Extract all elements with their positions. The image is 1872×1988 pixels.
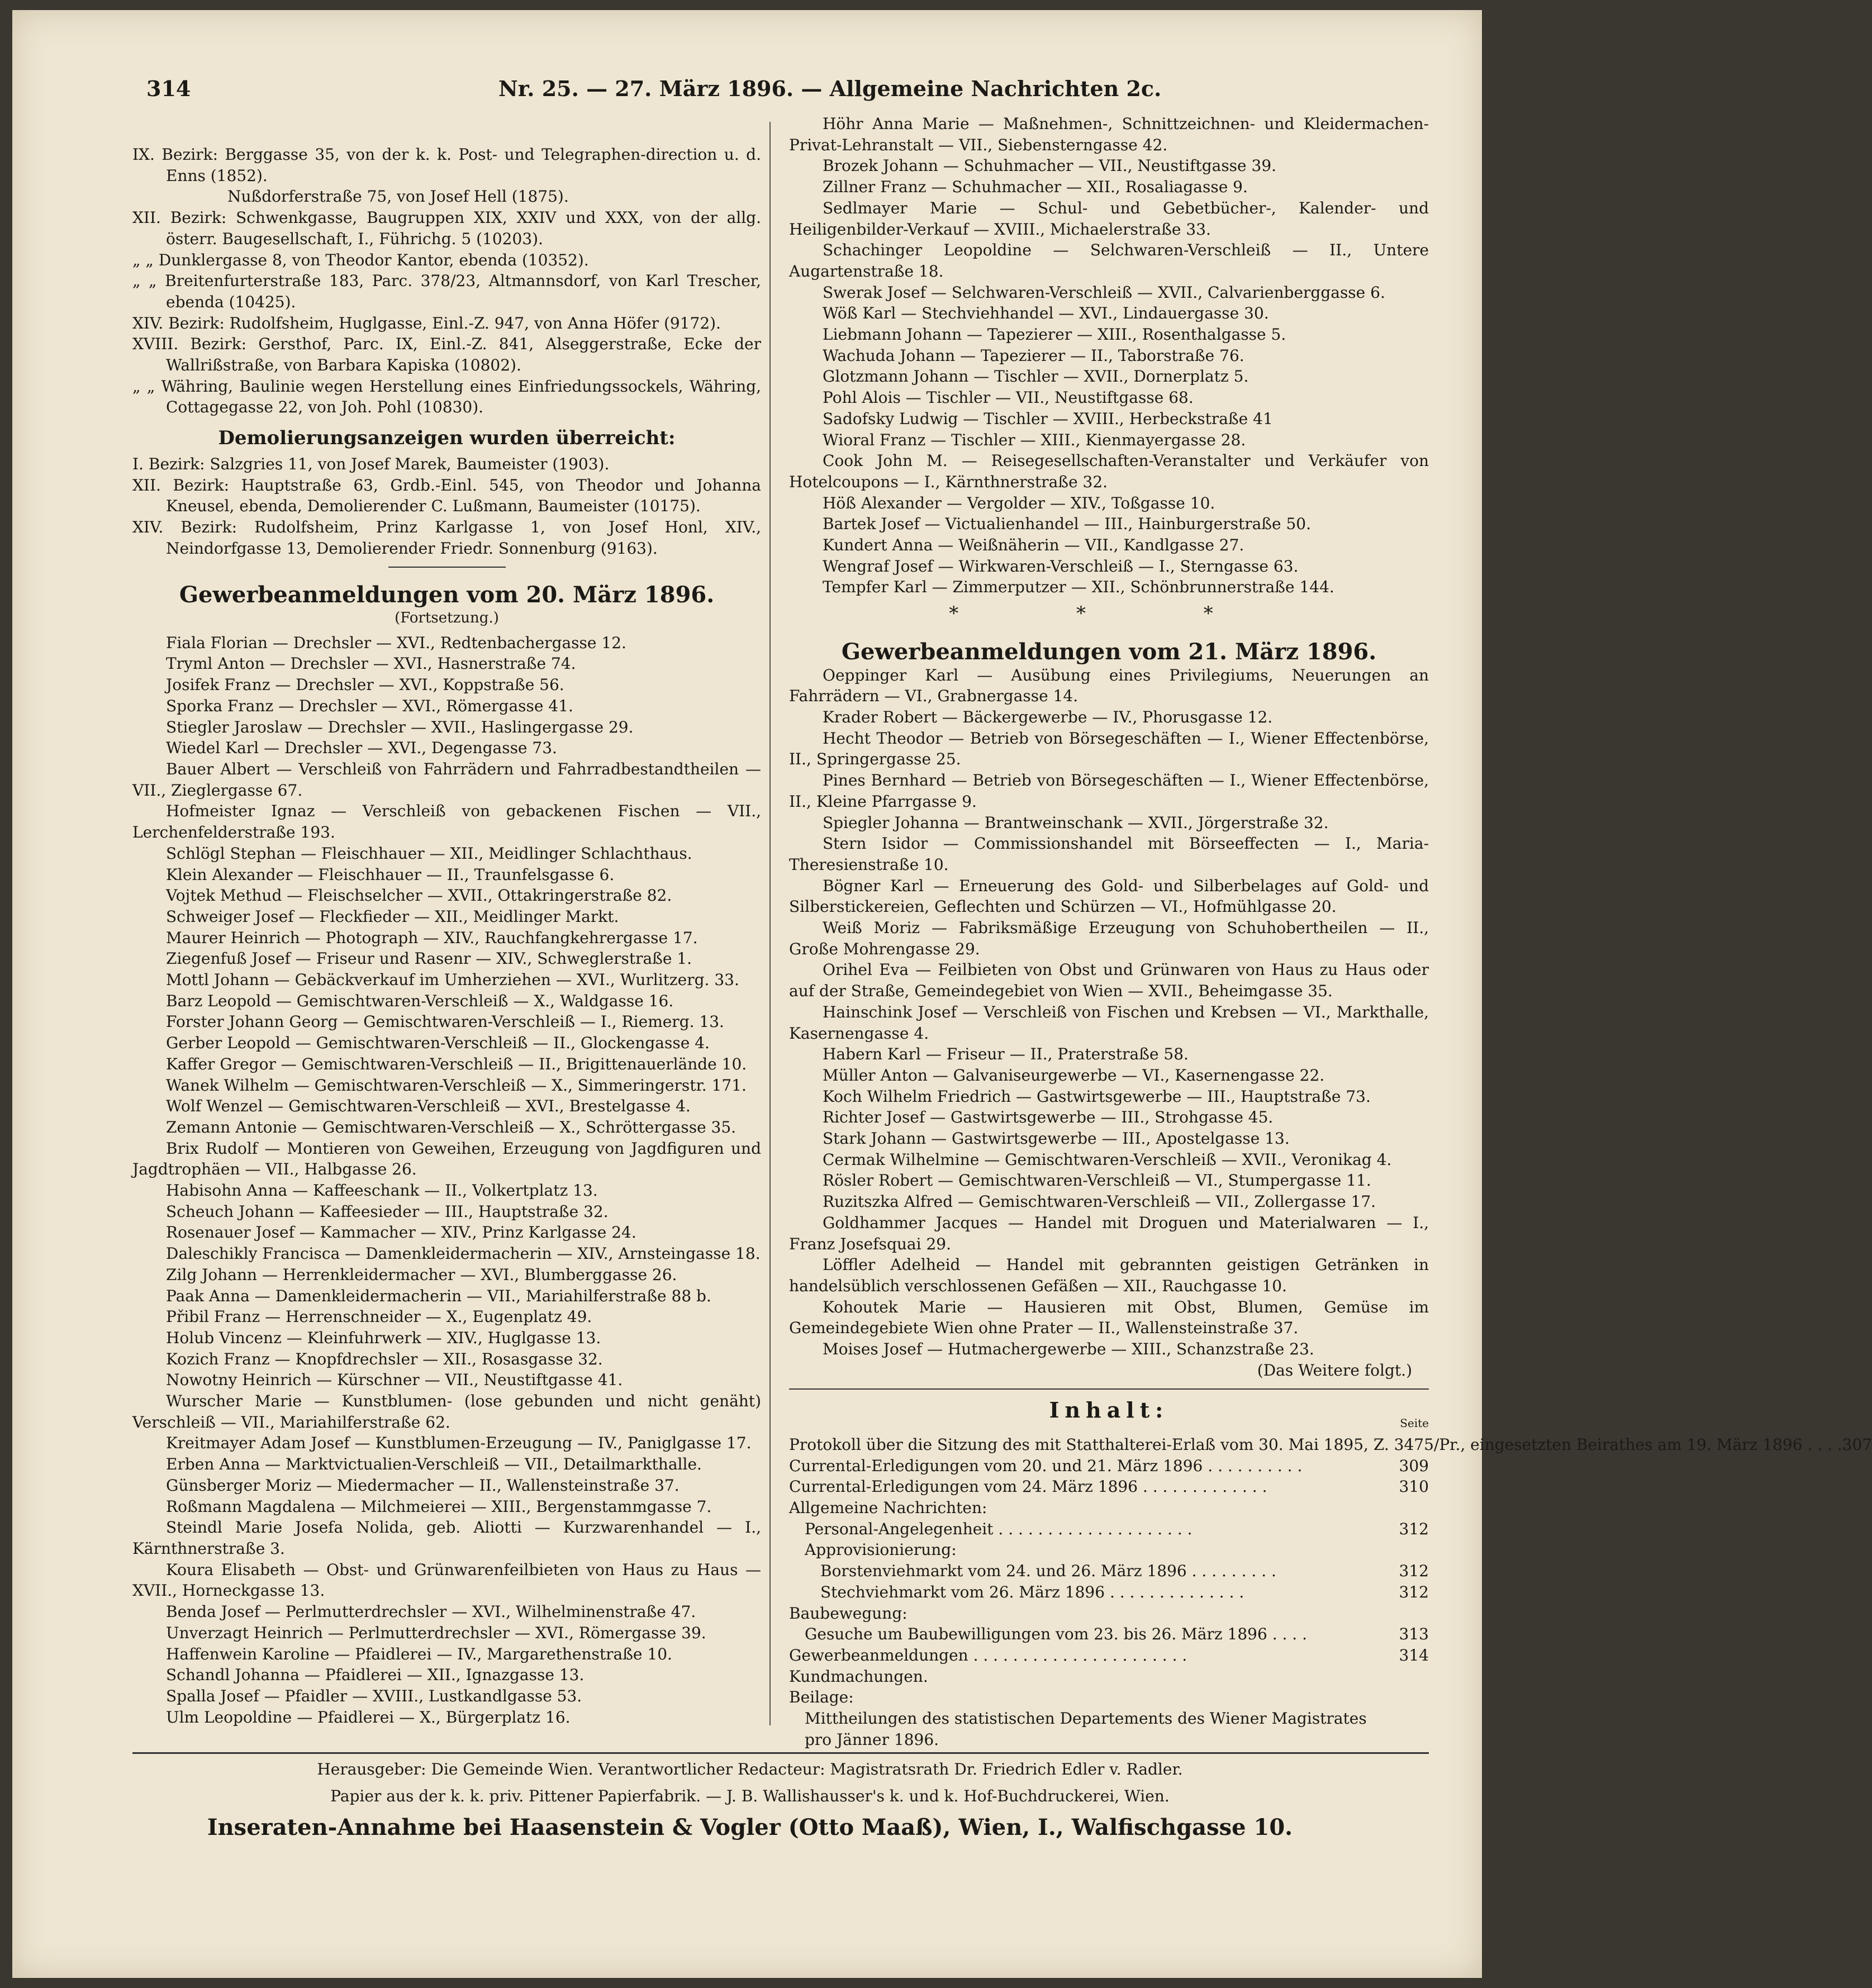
list-item: „ „ Währing, Baulinie wegen Herstellung eines Einfriedungssockels, Währing, Cottagegasse 22, von Joh. Pohl (10830). [132, 377, 761, 417]
table-of-contents [789, 1434, 1872, 1751]
list-item: Daleschikly Francisca — Damenkleidermacherin — XIV., Arnsteingasse 18. [166, 1244, 761, 1263]
list-item: Barz Leopold — Gemischtwaren-Verschleiß — X., Waldgasse 16. [166, 991, 674, 1010]
list-item: Erben Anna — Marktvictualien-Verschleiß — VII., Detailmarkthalle. [166, 1455, 702, 1474]
list-item: Höhr Anna Marie — Maßnehmen-, Schnittzeichnen- und Kleidermachen-Privat-Lehranstalt — VII., Siebensterngasse 42. [789, 115, 1429, 154]
list-item: Holub Vincenz — Kleinfuhrwerk — XIV., Huglgasse 13. [166, 1328, 601, 1347]
toc-row [789, 1497, 1429, 1519]
toc-rule [789, 1388, 1429, 1390]
toc-entry-page [1390, 1539, 1429, 1561]
list-item: Wioral Franz — Tischler — XIII., Kienmayergasse 28. [823, 430, 1246, 449]
list-item: Moises Josef — Hutmachergewerbe — XIII., Schanzstraße 23. [823, 1340, 1314, 1359]
toc-entry-text: Beilage: [789, 1688, 854, 1707]
list-item: Kundert Anna — Weißnäherin — VII., Kandlgasse 27. [823, 536, 1244, 555]
toc-entry-page [1390, 1497, 1429, 1519]
list-item: Schandl Johanna — Pfaidlerei — XII., Ignazgasse 13. [166, 1666, 585, 1685]
list-item: Kohoutek Marie — Hausieren mit Obst, Blumen, Gemüse im Gemeindegebiete Wien ohne Prater — II., Wallensteinstraße 37. [789, 1297, 1429, 1338]
list-item: Wöß Karl — Stechviehhandel — XVI., Lindauergasse 30. [823, 304, 1269, 323]
list-item: Kozich Franz — Knopfdrechsler — XII., Rosasgasse 32. [166, 1349, 603, 1368]
list-item: Rösler Robert — Gemischtwaren-Verschleiß — VI., Stumpergasse 11. [823, 1171, 1371, 1190]
list-item: Koch Wilhelm Friedrich — Gastwirtsgewerbe — III., Hauptstraße 73. [823, 1087, 1371, 1106]
toc-entry-page: 310 [1399, 1477, 1429, 1496]
list-item: Tempfer Karl — Zimmerputzer — XII., Schönbrunnerstraße 144. [823, 578, 1334, 597]
list-item: Bartek Josef — Victualienhandel — III., Hainburgerstraße 50. [823, 515, 1312, 534]
list-item: Zillner Franz — Schuhmacher — XII., Rosaliagasse 9. [823, 178, 1248, 197]
list-item: Schlögl Stephan — Fleischhauer — XII., Meidlinger Schlachthaus. [166, 844, 692, 863]
toc-entry-page: 314 [1399, 1645, 1429, 1664]
toc-entry-page [1390, 1603, 1429, 1624]
list-item: Vojtek Methud — Fleischselcher — XVII., Ottakringerstraße 82. [166, 886, 672, 905]
list-item: „ „ Breitenfurterstraße 183, Parc. 378/23, Altmannsdorf, von Karl Trescher, ebenda (10425). [132, 272, 761, 311]
page-footer [146, 1756, 1353, 1846]
list-item: Spiegler Johanna — Brantweinschank — XVII., Jörgerstraße 32. [823, 813, 1329, 832]
left-column [132, 144, 761, 1728]
toc-row [789, 1687, 1429, 1708]
list-item: XVIII. Bezirk: Gersthof, Parc. IX, Einl.-Z. 841, Alseggerstraße, Ecke der Wallrißstraße, von Barbara Kapiska (10802). [132, 335, 761, 375]
gewerbe-20-list [132, 632, 761, 1728]
toc-entry-text: Mittheilungen des statistischen Departements des Wiener Magistrates pro Jänner 1896. [805, 1709, 1367, 1749]
toc-entry-text: Stechviehmarkt vom 26. März 1896 . . . . . . . . . . . . . . [820, 1582, 1244, 1601]
toc-entry-text: Personal-Angelegenheit . . . . . . . . . . . . . . . . . . . . [805, 1519, 1192, 1538]
list-item: Hofmeister Ignaz — Verschleiß von gebackenen Fischen — VII., Lerchenfelderstraße 193. [132, 802, 761, 842]
list-item: Steindl Marie Josefa Nolida, geb. Aliotti — Kurzwarenhandel — I., Kärnthnerstraße 3. [132, 1518, 761, 1558]
section-heading-demolierung: Demolierungsanzeigen wurden überreicht: [218, 427, 676, 450]
list-item: Spalla Josef — Pfaidler — XVIII., Lustkandlgasse 53. [166, 1686, 582, 1705]
list-item: Stern Isidor — Commissionshandel mit Börseeffecten — I., Maria-Theresienstraße 10. [789, 834, 1429, 874]
list-item: Klein Alexander — Fleischhauer — II., Traunfelsgasse 6. [166, 865, 615, 884]
list-item: Benda Josef — Perlmutterdrechsler — XVI., Wilhelminenstraße 47. [166, 1602, 696, 1621]
toc-entry-text: Protokoll über die Sitzung des mit Statthalterei-Erlaß vom 30. Mai 1895, Z. 3475/Pr., eingesetzten Beirathes am 19. März 1896 . . . . [789, 1435, 1842, 1454]
list-item: Wachuda Johann — Tapezierer — II., Taborstraße 76. [823, 346, 1244, 365]
list-item: Hainschink Josef — Verschleiß von Fischen und Krebsen — VI., Markthalle, Kasernengasse 4. [789, 1002, 1429, 1043]
list-item: Goldhammer Jacques — Handel mit Droguen und Materialwaren — I., Franz Josefsquai 29. [789, 1213, 1429, 1253]
toc-entry-text: Allgemeine Nachrichten: [789, 1499, 987, 1517]
list-item: Höß Alexander — Vergolder — XIV., Toßgasse 10. [823, 493, 1215, 512]
toc-entry-page: 313 [1399, 1625, 1429, 1644]
page-header [146, 76, 1365, 110]
list-item: Stiegler Jaroslaw — Drechsler — XVII., Haslingergasse 29. [166, 717, 634, 736]
toc-entry-text: Currental-Erledigungen vom 24. März 1896 . . . . . . . . . . . . . [789, 1477, 1267, 1496]
gewerbe-21-list [789, 665, 1429, 1360]
footer-advertising: Inseraten-Annahme bei Haasenstein & Vogler (Otto Maaß), Wien, I., Walfischgasse 10. [207, 1814, 1293, 1840]
list-item: Maurer Heinrich — Photograph — XIV., Rauchfangkehrergasse 17. [166, 928, 698, 947]
list-item: Schweiger Josef — Fleckfieder — XII., Meidlinger Markt. [166, 907, 619, 926]
list-item: Habern Karl — Friseur — II., Praterstraße 58. [823, 1045, 1189, 1064]
list-item: IX. Bezirk: Berggasse 35, von der k. k. Post- und Telegraphen-direction u. d. Enns (1852). [132, 145, 761, 185]
list-item: Cook John M. — Reisegesellschaften-Veranstalter und Verkäufer von Hotelcoupons — I., Kärnthnerstraße 32. [789, 451, 1429, 491]
list-item: Orihel Eva — Feilbieten von Obst und Grünwaren von Haus zu Haus oder auf der Straße, Gemeindegebiet von Wien — XVII., Beheimgasse 35. [789, 960, 1429, 1001]
list-item: Paak Anna — Damenkleidermacherin — VII., Mariahilferstraße 88 b. [166, 1286, 711, 1305]
list-item: Brozek Johann — Schuhmacher — VII., Neustiftgasse 39. [823, 156, 1277, 175]
toc-row [789, 1582, 1429, 1603]
section-heading-gewerbe-20: Gewerbeanmeldungen vom 20. März 1896. [179, 582, 715, 608]
toc-row [789, 1708, 1429, 1750]
toc-row [789, 1539, 1429, 1561]
section-subheading: (Fortsetzung.) [395, 610, 499, 627]
list-item: Krader Robert — Bäckergewerbe — IV., Phorusgasse 12. [823, 707, 1273, 726]
toc-entry-page: 312 [1399, 1562, 1429, 1581]
toc-entry-text: Currental-Erledigungen vom 20. und 21. März 1896 . . . . . . . . . . [789, 1456, 1303, 1475]
right-column [789, 113, 1872, 1750]
toc-row [789, 1476, 1429, 1497]
toc-entry-text: Gewerbeanmeldungen . . . . . . . . . . . . . . . . . . . . . . [789, 1645, 1187, 1664]
list-item: Mottl Johann — Gebäckverkauf im Umherziehen — XVI., Wurlitzerg. 33. [166, 971, 739, 990]
toc-row [789, 1624, 1429, 1645]
toc-entry-text: Approvisionierung: [805, 1540, 957, 1559]
list-item: Ulm Leopoldine — Pfaidlerei — X., Bürgerplatz 16. [166, 1708, 571, 1727]
page-number: 314 [146, 76, 191, 101]
section-divider [388, 567, 506, 568]
toc-row [789, 1519, 1429, 1540]
list-item: XIV. Bezirk: Rudolfsheim, Huglgasse, Einl.-Z. 947, von Anna Höfer (9172). [132, 313, 721, 332]
toc-row [789, 1666, 1429, 1687]
toc-row [789, 1456, 1429, 1477]
list-item: Sadofsky Ludwig — Tischler — XVIII., Herbeckstraße 41 [823, 409, 1273, 428]
toc-row [789, 1561, 1429, 1582]
list-item: Roßmann Magdalena — Milchmeierei — XIII., Bergenstammgasse 7. [166, 1497, 712, 1516]
footer-publisher: Herausgeber: Die Gemeinde Wien. Verantwortlicher Redacteur: Magistratsrath Dr. Friedrich Edler v. Radler. [317, 1760, 1183, 1778]
list-item: Kaffer Gregor — Gemischtwaren-Verschleiß — II., Brigittenauerlände 10. [166, 1054, 747, 1073]
toc-entry-text: Borstenviehmarkt vom 24. und 26. März 1896 . . . . . . . . . [820, 1562, 1276, 1581]
footer-printer: Papier aus der k. k. priv. Pittener Papierfabrik. — J. B. Wallishausser's k. und k. Hof-Buchdruckerei, Wien. [330, 1787, 1170, 1805]
list-item: Wolf Wenzel — Gemischtwaren-Verschleiß — XVI., Brestelgasse 4. [166, 1097, 691, 1116]
toc-row [789, 1603, 1429, 1624]
list-item: XIV. Bezirk: Rudolfsheim, Prinz Karlgasse 1, von Josef Honl, XIV., Neindorfgasse 13, Demolierender Friedr. Sonnenburg (9163). [132, 517, 761, 558]
list-item: Josifek Franz — Drechsler — XVI., Koppstraße 56. [166, 676, 564, 695]
list-item: Nußdorferstraße 75, von Josef Hell (1875). [227, 187, 569, 206]
toc-entry-page [1390, 1666, 1429, 1687]
toc-entry-text: Gesuche um Baubewilligungen vom 23. bis 26. März 1896 . . . . [805, 1625, 1308, 1644]
list-item: Fiala Florian — Drechsler — XVI., Redtenbachergasse 12. [166, 633, 626, 652]
list-item: Ruzitszka Alfred — Gemischtwaren-Verschleiß — VII., Zollergasse 17. [823, 1192, 1376, 1211]
bauanzeigen-list [132, 144, 761, 418]
list-item: Haffenwein Karoline — Pfaidlerei — IV., Margarethenstraße 10. [166, 1644, 672, 1663]
list-item: Rosenauer Josef — Kammacher — XIV., Prinz Karlgasse 24. [166, 1223, 636, 1242]
list-item: Pohl Alois — Tischler — VII., Neustiftgasse 68. [823, 388, 1194, 407]
list-item: Habisohn Anna — Kaffeeschank — II., Volkertplatz 13. [166, 1181, 598, 1200]
toc-row [789, 1645, 1429, 1666]
list-item: Wiedel Karl — Drechsler — XVI., Degengasse 73. [166, 739, 557, 758]
list-item: Sporka Franz — Drechsler — XVI., Römergasse 41. [166, 696, 573, 715]
list-item: Přibil Franz — Herrenschneider — X., Eugenplatz 49. [166, 1307, 592, 1326]
list-item: Swerak Josef — Selchwaren-Verschleiß — XVII., Calvarienberggasse 6. [823, 283, 1385, 302]
page-title: Nr. 25. — 27. März 1896. — Allgemeine Nachrichten 2c. [498, 76, 1162, 101]
list-item: Glotzmann Johann — Tischler — XVII., Dornerplatz 5. [823, 367, 1249, 386]
list-item: Löffler Adelheid — Handel mit gebrannten geistigen Getränken in handelsüblich verschlossenen Gefäßen — XII., Rauchgasse 10. [789, 1255, 1429, 1295]
section-heading-gewerbe-21: Gewerbeanmeldungen vom 21. März 1896. [841, 638, 1377, 665]
toc-entry-page: 312 [1399, 1519, 1429, 1538]
list-item: Brix Rudolf — Montieren von Geweihen, Erzeugung von Jagdfiguren und Jagdtrophäen — VII., Halbgasse 26. [132, 1139, 761, 1179]
list-item: Unverzagt Heinrich — Perlmutterdrechsler — XVI., Römergasse 39. [166, 1623, 706, 1642]
list-item: Zilg Johann — Herrenkleidermacher — XVI., Blumberggasse 26. [166, 1265, 677, 1284]
list-item: Tryml Anton — Drechsler — XVI., Hasnerstraße 74. [166, 654, 576, 673]
list-item: Wurscher Marie — Kunstblumen- (lose gebunden und nicht genäht) Verschleiß — VII., Mariahilferstraße 62. [132, 1392, 761, 1431]
column-divider [769, 122, 771, 1725]
list-item: Wengraf Josef — Wirkwaren-Verschleiß — I., Sterngasse 63. [823, 557, 1299, 576]
toc-entry-page: 312 [1399, 1582, 1429, 1601]
list-item: Günsberger Moriz — Miedermacher — II., Wallensteinstraße 37. [166, 1476, 680, 1495]
list-item: Stark Johann — Gastwirtsgewerbe — III., Apostelgasse 13. [823, 1129, 1290, 1148]
list-item: Liebmann Johann — Tapezierer — XIII., Rosenthalgasse 5. [823, 325, 1286, 344]
list-item: Bögner Karl — Erneuerung des Gold- und Silberbelages auf Gold- und Silberstickereien, Geflechten und Schürzen — VI., Hofmühlgasse 20. [789, 876, 1429, 916]
list-item: Forster Johann Georg — Gemischtwaren-Verschleiß — I., Riemerg. 13. [166, 1012, 724, 1031]
toc-heading: Inhalt: [1049, 1397, 1169, 1423]
list-item: Koura Elisabeth — Obst- und Grünwarenfeilbieten von Haus zu Haus — XVII., Horneckgasse 13. [132, 1560, 761, 1600]
list-item: XII. Bezirk: Schwenkgasse, Baugruppen XIX, XXIV und XXX, von der allg. österr. Baugesellschaft, I., Führichg. 5 (10203). [132, 208, 761, 248]
list-item: Weiß Moriz — Fabriksmäßige Erzeugung von Schuhobertheilen — II., Große Mohrengasse 29. [789, 919, 1429, 958]
list-item: Nowotny Heinrich — Kürschner — VII., Neustiftgasse 41. [166, 1371, 623, 1390]
toc-entry-page: 307 [1842, 1435, 1872, 1454]
list-item: „ „ Dunklergasse 8, von Theodor Kantor, ebenda (10352). [132, 250, 589, 269]
list-item: Hecht Theodor — Betrieb von Börsegeschäften — I., Wiener Effectenbörse, II., Springergasse 25. [789, 729, 1429, 769]
continued-note: (Das Weitere folgt.) [1257, 1361, 1412, 1380]
list-item: Oeppinger Karl — Ausübung eines Privilegiums, Neuerungen an Fahrrädern — VI., Grabnergasse 14. [789, 665, 1429, 706]
toc-entry-page: 309 [1399, 1456, 1429, 1475]
toc-entry-page [1390, 1708, 1429, 1750]
list-item: Müller Anton — Galvaniseurgewerbe — VI., Kasernengasse 22. [823, 1066, 1325, 1085]
toc-entry-text: Baubewegung: [789, 1604, 908, 1623]
toc-entry-text: Kundmachungen. [789, 1667, 928, 1686]
gewerbe-continued-list [789, 113, 1429, 598]
list-item: Cermak Wilhelmine — Gemischtwaren-Verschleiß — XVII., Veronikag 4. [823, 1150, 1392, 1169]
newspaper-page [12, 10, 1872, 1978]
footer-rule [132, 1752, 1429, 1754]
list-item: Richter Josef — Gastwirtsgewerbe — III., Strohgasse 45. [823, 1108, 1274, 1127]
list-item: Sedlmayer Marie — Schul- und Gebetbücher-, Kalender- und Heiligenbilder-Verkauf — XVIII., Michaelerstraße 33. [789, 198, 1429, 239]
demolierung-list [132, 454, 761, 559]
toc-entry-page [1390, 1687, 1429, 1708]
list-item: Ziegenfuß Josef — Friseur und Rasenr — XIV., Schweglerstraße 1. [166, 949, 692, 968]
list-item: Gerber Leopold — Gemischtwaren-Verschleiß — II., Glockengasse 4. [166, 1034, 710, 1053]
list-item: Bauer Albert — Verschleiß von Fahrrädern und Fahrradbestandtheilen — VII., Zieglergasse 67. [132, 759, 761, 800]
list-item: XII. Bezirk: Hauptstraße 63, Grdb.-Einl. 545, von Theodor und Johanna Kneusel, ebenda, Demolierender C. Lußmann, Baumeister (10175). [132, 475, 761, 516]
list-item: Zemann Antonie — Gemischtwaren-Verschleiß — X., Schröttergasse 35. [166, 1117, 737, 1136]
list-item: Wanek Wilhelm — Gemischtwaren-Verschleiß — X., Simmeringerstr. 171. [166, 1076, 747, 1095]
list-item: Kreitmayer Adam Josef — Kunstblumen-Erzeugung — IV., Paniglgasse 17. [166, 1434, 752, 1453]
section-separator-stars: * * * [949, 602, 1269, 625]
list-item: Pines Bernhard — Betrieb von Börsegeschäften — I., Wiener Effectenbörse, II., Kleine Pfarrgasse 9. [789, 771, 1429, 811]
list-item: Schachinger Leopoldine — Selchwaren-Verschleiß — II., Untere Augartenstraße 18. [789, 241, 1429, 280]
list-item: Scheuch Johann — Kaffeesieder — III., Hauptstraße 32. [166, 1202, 609, 1221]
toc-row [789, 1434, 1872, 1456]
toc-page-label: Seite [1400, 1416, 1429, 1430]
list-item: I. Bezirk: Salzgries 11, von Josef Marek, Baumeister (1903). [132, 454, 610, 473]
